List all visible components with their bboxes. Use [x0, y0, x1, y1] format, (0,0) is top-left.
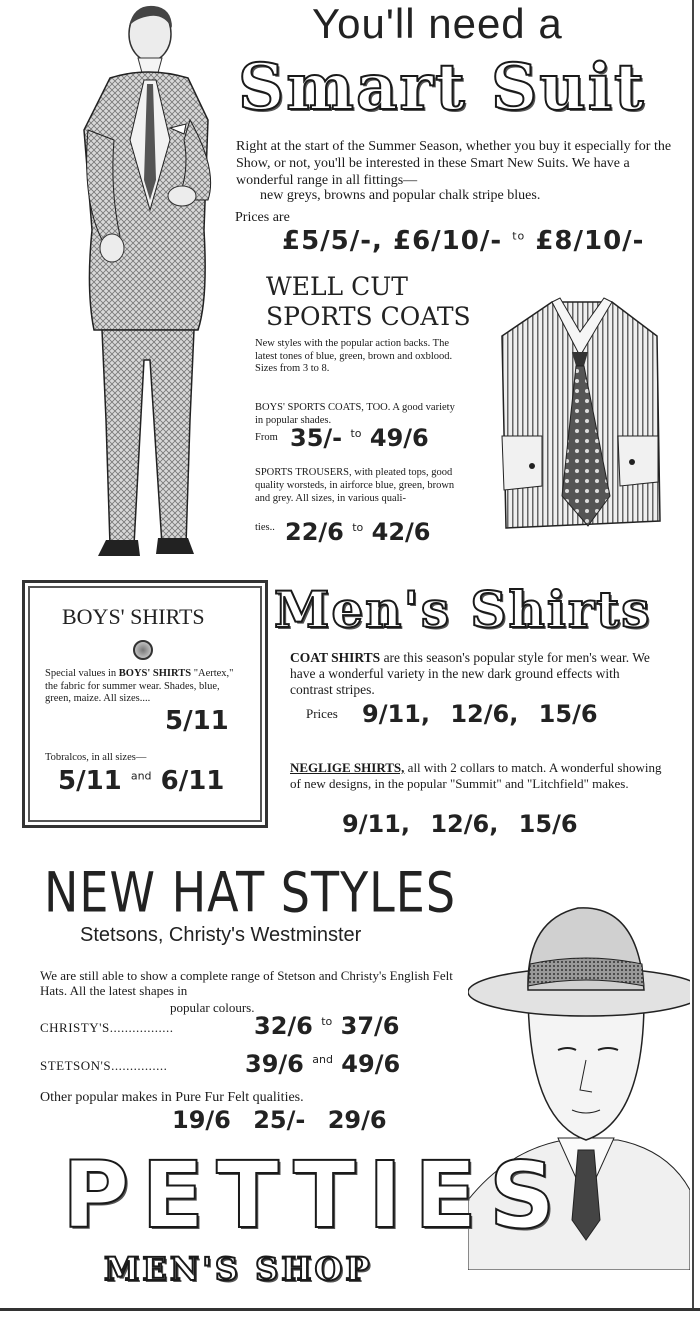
- stetsons-label: STETSON'S...............: [40, 1058, 168, 1073]
- christys-price-to: to: [321, 1015, 333, 1028]
- sports-coats-title-line-2: SPORTS COATS: [266, 302, 471, 331]
- boys-sports-coats-price: [290, 424, 429, 452]
- smart-suit-headline: Smart Suit: [238, 50, 646, 125]
- stetsons-price-and: and: [312, 1053, 333, 1066]
- coat-shirts-copy: are this season's popular style for men's wear. We have a wonderful variety in the new dark ground effects with contrast stripes.: [290, 650, 650, 697]
- hat-styles-subtitle: Stetsons, Christy's Westminster: [80, 924, 362, 946]
- suit-description-line-2: new greys, browns and popular chalk stripe blues.: [260, 188, 541, 203]
- neglige-shirts-description: [290, 760, 670, 792]
- christys-price: [254, 1012, 400, 1040]
- suit-prices-label: Prices are: [235, 210, 290, 225]
- header-top-line: You'll need a: [312, 0, 563, 47]
- tobralcos-price-start: 5/11: [58, 766, 122, 796]
- sports-trousers-copy: with pleated tops, good quality worsteds, in airforce blue, green, brown and grey. All sizes, in various quali-: [255, 467, 455, 504]
- boys-sports-coats-copy: A good variety in popular shades.: [255, 402, 455, 426]
- trousers-price-to: to: [352, 521, 364, 534]
- new-hat-styles-title: NEW HAT STYLES: [44, 860, 457, 925]
- neglige-shirts-prices: 9/11, 12/6, 15/6: [342, 810, 578, 838]
- boys-sports-coats-from-label: From: [255, 432, 278, 443]
- coat-shirts-description: [290, 650, 662, 698]
- neglige-shirts-heading: NEGLIGE SHIRTS,: [290, 760, 405, 775]
- boys-coats-price-start: 35/-: [290, 424, 343, 452]
- christys-price-start: 32/6: [254, 1012, 313, 1040]
- boys-coats-price-to: to: [350, 427, 362, 440]
- suit-price-range-start: £5/5/-, £6/10/-: [282, 226, 503, 256]
- hat-description: We are still able to show a complete range of Stetson and Christy's English Felt Hats. All the latest shapes in: [40, 968, 453, 998]
- sports-coats-title-line-1: WELL CUT: [266, 272, 408, 301]
- tobralcos-price-end: 6/11: [160, 766, 225, 796]
- trousers-price-start: 22/6: [285, 518, 344, 546]
- man-in-suit-illustration: [58, 0, 238, 565]
- coat-shirts-prices-label: Prices: [306, 706, 338, 721]
- suit-description: Right at the start of the Summer Season, whether you buy it especially for the Show, or not, you'll be interested in these Smart New Suits. We have a wonderful range in all fittings—: [236, 139, 672, 188]
- mens-shirts-headline: Men's Shirts: [274, 580, 652, 639]
- suit-prices: [282, 226, 644, 256]
- stetsons-price-end: 49/6: [341, 1050, 401, 1078]
- sports-trousers-price: [285, 518, 431, 546]
- sports-coats-description: New styles with the popular action backs. The latest tones of blue, green, brown and oxblood. Sizes from 3 to 8.: [255, 338, 453, 374]
- trousers-price-end: 42/6: [371, 518, 431, 546]
- right-border-rule: [692, 0, 694, 1310]
- shop-name: PETTIES: [62, 1142, 568, 1249]
- christys-price-end: 37/6: [340, 1012, 400, 1040]
- boys-shirts-copy-lead: Special values in: [45, 668, 117, 679]
- neglige-shirts-copy: all with 2 collars to match. A wonderful showing of new designs, in the popular "Summit" and "Litchfield" makes.: [290, 760, 662, 791]
- hat-description-line-2: popular colours.: [170, 1000, 255, 1015]
- boys-shirts-copy-rest: "Aertex," the fabric for summer wear. Shades, blue, green, maize. All sizes....: [45, 668, 234, 704]
- shop-tagline: MEN'S SHOP: [104, 1250, 373, 1288]
- stetsons-price-start: 39/6: [245, 1050, 304, 1078]
- christys-label: CHRISTY'S.................: [40, 1020, 174, 1035]
- tobralcos-price-and: and: [130, 769, 152, 783]
- tobralcos-label: Tobralcos, in all sizes—: [45, 752, 147, 763]
- coat-shirts-heading: COAT SHIRTS: [290, 650, 381, 665]
- boys-coats-price-end: 49/6: [369, 424, 429, 452]
- other-makes-label: Other popular makes in Pure Fur Felt qualities.: [40, 1090, 304, 1105]
- tobralcos-prices: [58, 766, 224, 796]
- coat-shirts-prices: 9/11, 12/6, 15/6: [362, 700, 598, 728]
- sports-coats-title: [266, 272, 471, 332]
- boys-sports-coats-heading: BOYS' SPORTS COATS, TOO.: [255, 402, 391, 413]
- boys-shirts-copy-bold: BOYS' SHIRTS: [118, 668, 192, 679]
- suit-price-to: to: [512, 229, 526, 243]
- folded-shirt-and-tie-illustration: [492, 296, 667, 532]
- bullet-dot-icon: [133, 640, 153, 660]
- suit-price-range-end: £8/10/-: [535, 226, 645, 256]
- boys-shirts-title: BOYS' SHIRTS: [62, 604, 205, 629]
- boys-shirts-price: 5/11: [165, 706, 229, 736]
- other-makes-prices: 19/6 25/- 29/6: [172, 1106, 387, 1134]
- sports-trousers-heading: SPORTS TROUSERS,: [255, 467, 352, 478]
- stetsons-price: [245, 1050, 400, 1078]
- bottom-border-rule: [0, 1308, 700, 1311]
- boys-shirts-description: [45, 668, 245, 706]
- sports-trousers-ties-label: ties..: [255, 522, 275, 533]
- sports-trousers-description: [255, 466, 465, 505]
